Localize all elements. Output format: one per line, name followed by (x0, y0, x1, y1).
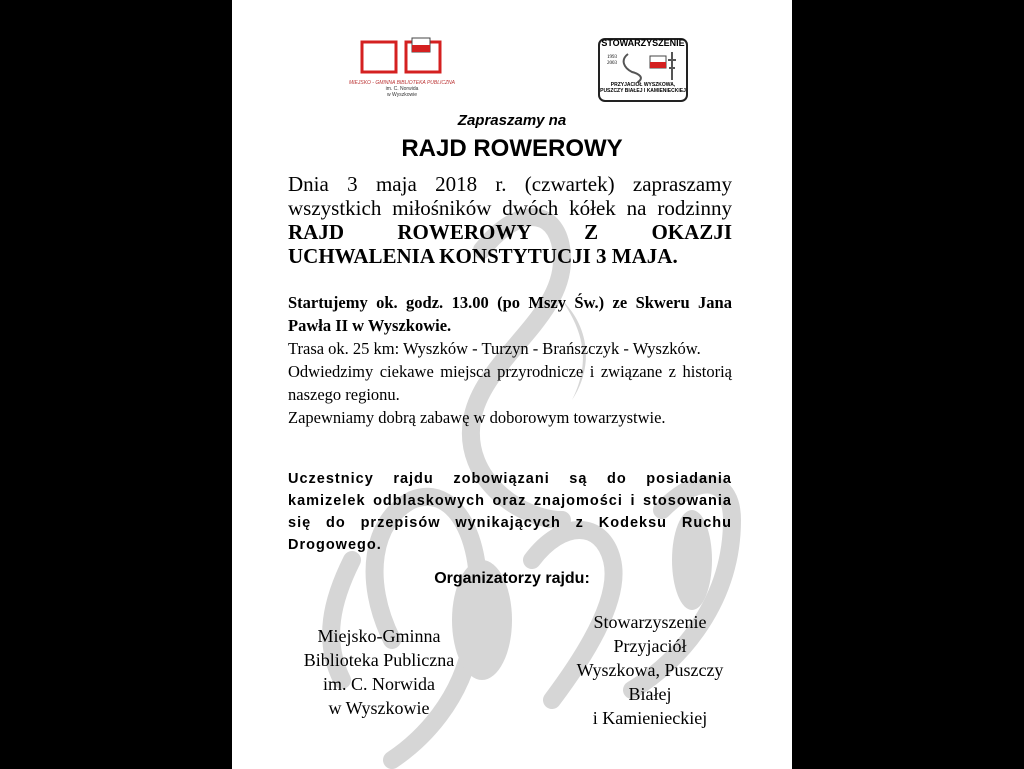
association-logo-bottom: PRZYJACIÓŁ WYSZKOWA, (610, 82, 676, 88)
association-logo-year: 1993 (607, 55, 617, 60)
association-logo-bottom: PUSZCZY BIAŁEJ I KAMIENIECKIEJ (600, 88, 686, 94)
association-logo-year: 2003 (607, 61, 617, 66)
library-logo-line: MIEJSKO - GMINNA BIBLIOTEKA PUBLICZNA (348, 80, 456, 86)
library-logo-line: w Wyszkowie (387, 92, 417, 98)
organizer-line: Miejsko-Gminna (317, 626, 441, 646)
organizer-library (272, 624, 486, 720)
organizer-line: Stowarzyszenie (593, 612, 707, 632)
event-title: RAJD ROWEROWY (401, 135, 623, 162)
organizer-association (542, 610, 758, 730)
intro-paragraph (288, 172, 732, 268)
requirements-paragraph: Uczestnicy rajdu zobowiązani są do posiadania kamizelek odblaskowych oraz znajomości i stosowania się do przepisów wynikających z Kodeksu Ruchu Drogowego. (288, 471, 732, 553)
association-logo-top: STOWARZYSZENIE (601, 38, 685, 48)
details-block (288, 291, 732, 429)
organizer-line: Wyszkowa, Puszczy (576, 660, 724, 680)
library-logo (342, 34, 462, 124)
organizer-line: Przyjaciół (613, 636, 687, 656)
organizer-line: Białej (628, 684, 672, 704)
organizer-line: im. C. Norwida (323, 674, 435, 694)
start-info: Startujemy ok. godz. 13.00 (po Mszy Św.) ze Skweru Jana Pawła II w Wyszkowie. (288, 293, 732, 335)
route-info: Trasa ok. 25 km: Wyszków - Turzyn - Brańszczyk - Wyszków. (288, 339, 701, 358)
organizer-line: w Wyszkowie (328, 698, 430, 718)
book-icon (360, 34, 444, 78)
fun-info: Zapewniamy dobrą zabawę w doborowym towarzystwie. (288, 408, 666, 427)
organizers-heading: Organizatorzy rajdu: (434, 570, 590, 587)
intro-emphasis: RAJD ROWEROWY Z OKAZJI UCHWALENIA KONSTYTUCJI 3 MAJA. (288, 220, 732, 268)
organizer-line: i Kamienieckiej (592, 708, 708, 728)
invite-line: Zapraszamy na (457, 112, 567, 129)
organizer-line: Biblioteka Publiczna (303, 650, 455, 670)
intro-text: Dnia 3 maja 2018 r. (czwartek) zapraszamy wszystkich miłośników dwóch kółek na rodzinny (288, 172, 732, 220)
association-logo (598, 38, 688, 102)
library-logo-line: im. C. Norwida (385, 86, 419, 92)
visit-info: Odwiedzimy ciekawe miejsca przyrodnicze i związane z historią naszego regionu. (288, 362, 732, 404)
poster-page (232, 0, 792, 769)
